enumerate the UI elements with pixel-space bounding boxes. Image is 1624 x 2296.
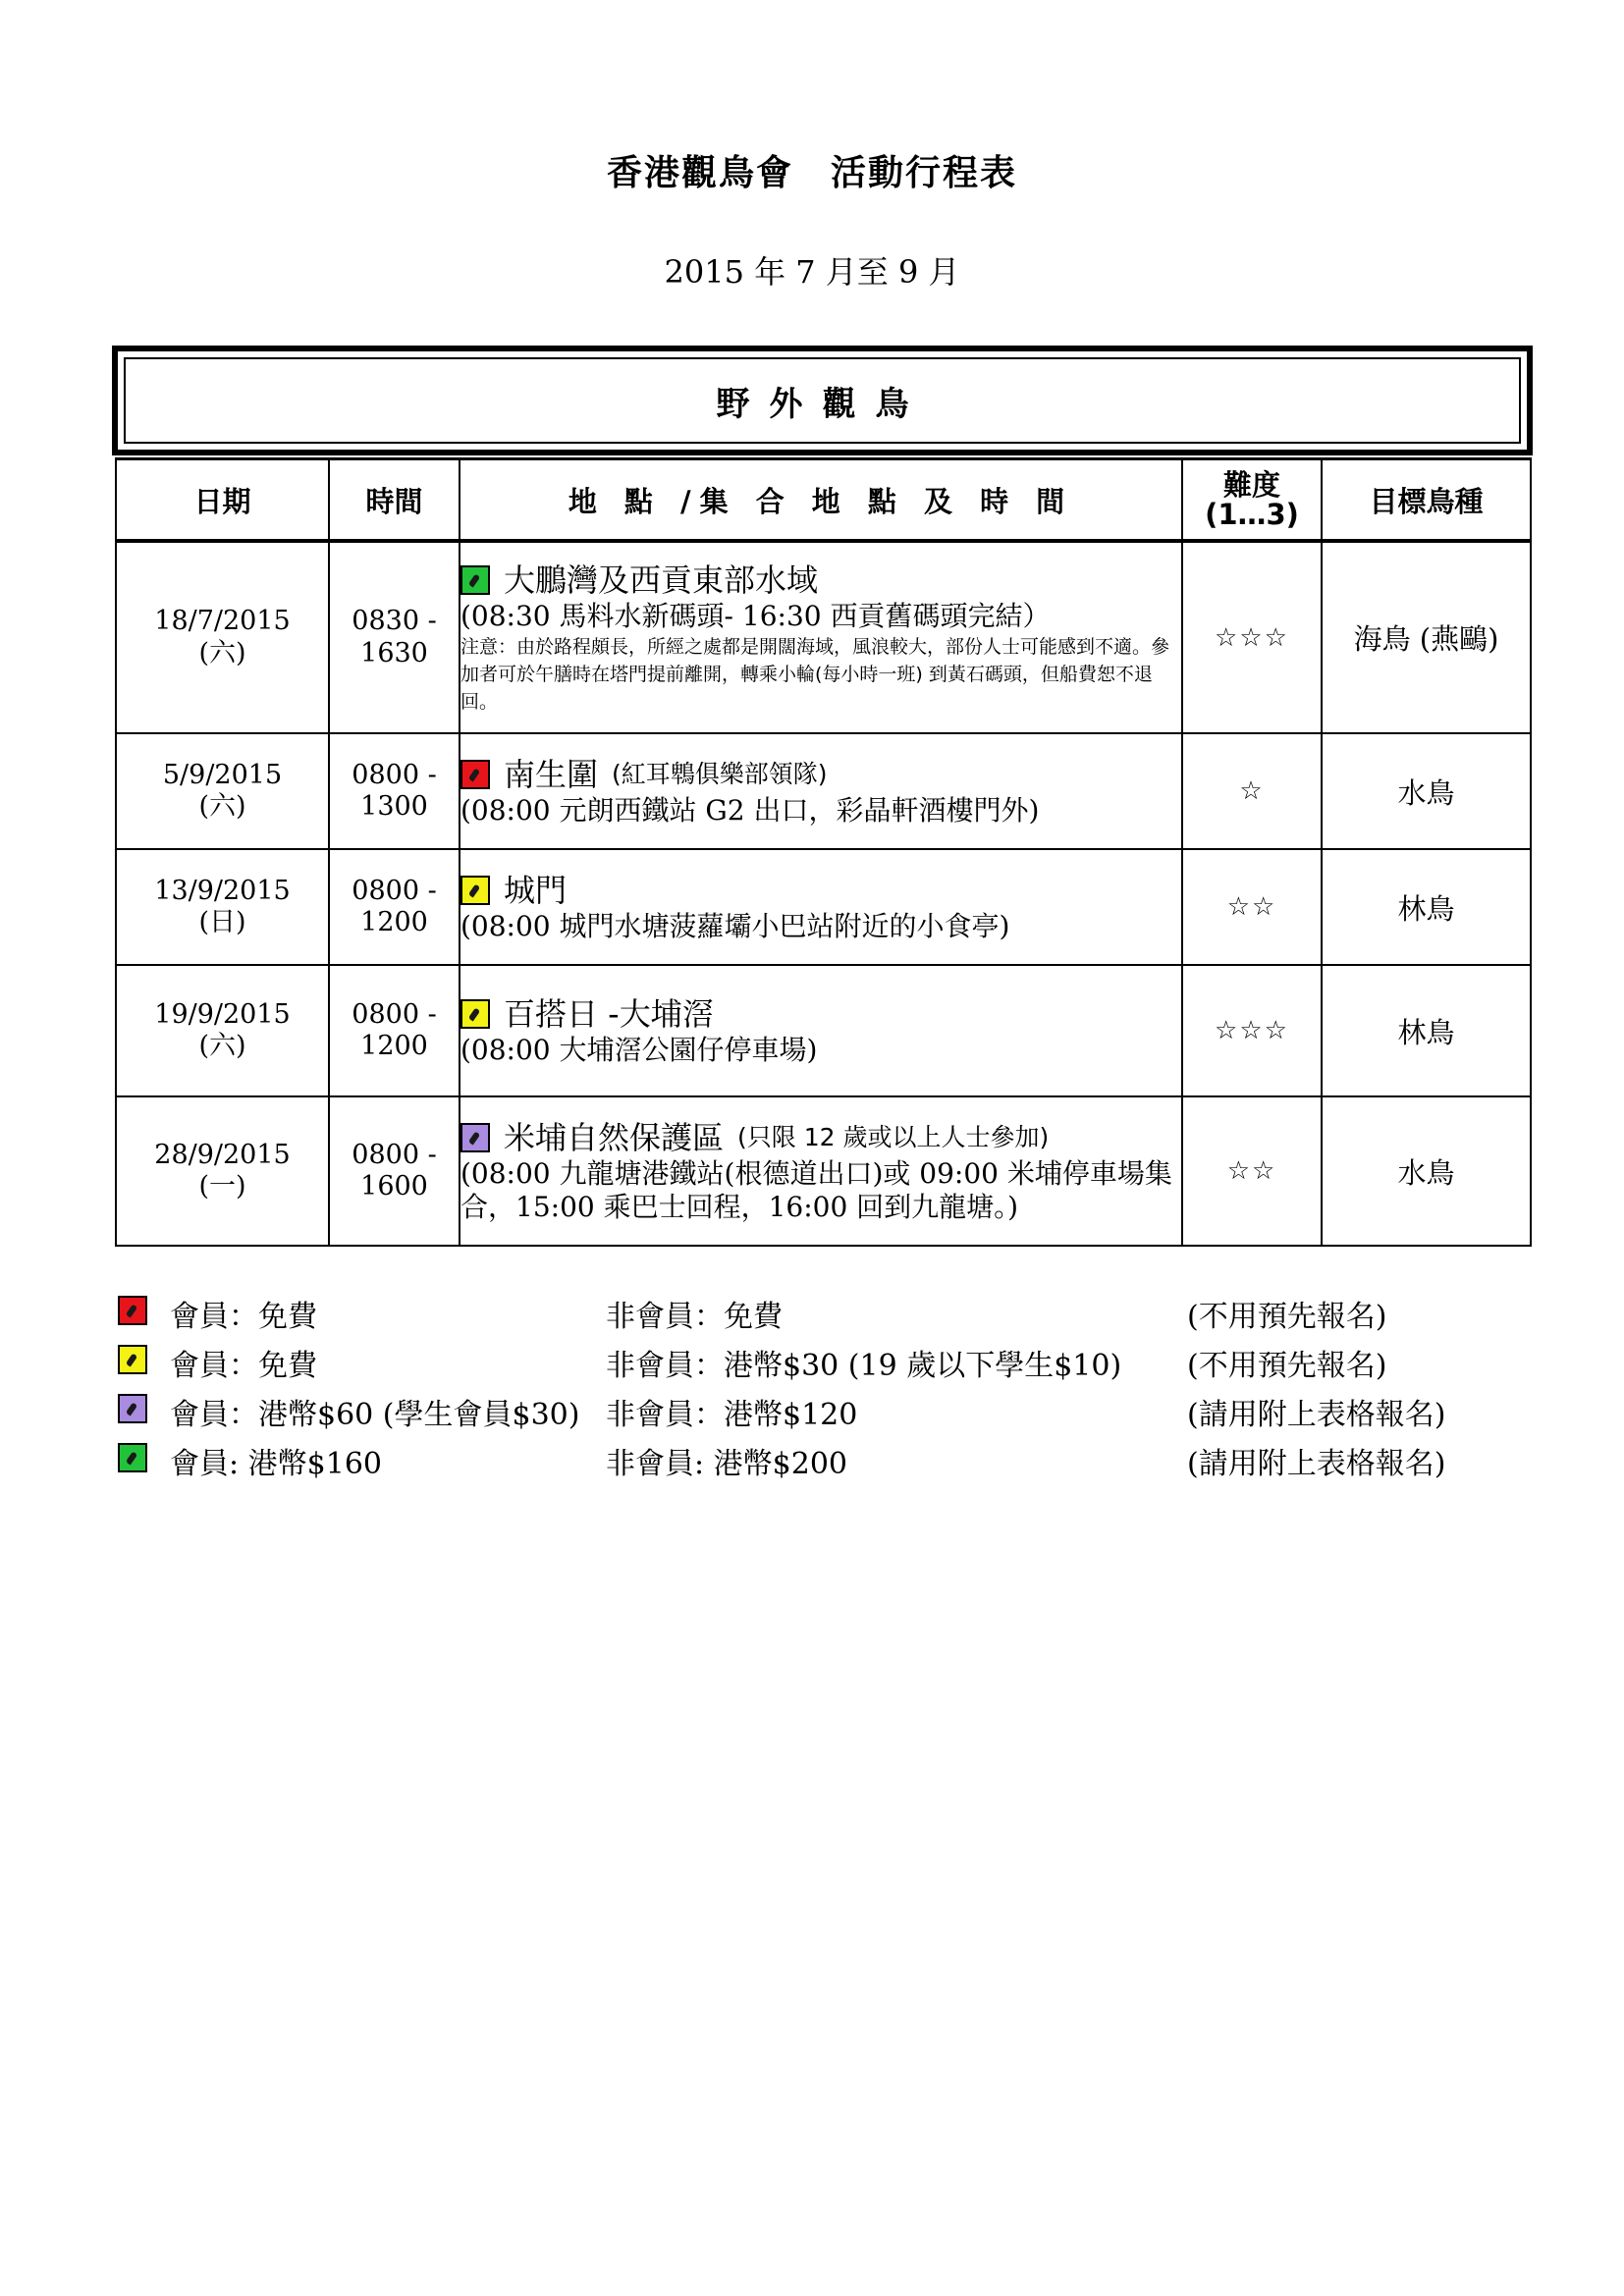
registration-note: (不用預先報名) (1187, 1349, 1387, 1383)
table-row (116, 1096, 1531, 1246)
nonmember-fee: 非會員：免費 (606, 1300, 783, 1334)
event-weekday: (日) (198, 907, 246, 937)
nonmember-fee: 非會員: 港幣$200 (606, 1447, 847, 1481)
registration-note: (請用附上表格報名) (1187, 1447, 1446, 1481)
bird-fee-icon (460, 565, 490, 595)
location-heading (460, 994, 1181, 1034)
location-cell (460, 541, 1182, 733)
table-row (116, 849, 1531, 965)
meeting-info: (08:00 九龍塘港鐵站(根德道出口)或 09:00 米埔停車場集合，15:00 乘巴士回程，16:00 回到九龍塘。) (460, 1157, 1172, 1223)
date-cell (116, 849, 329, 965)
time-start: 0800 - (352, 759, 437, 790)
location-heading (460, 561, 1181, 600)
table-header-row (116, 459, 1531, 542)
location-name: 百搭日 -大埔滘 (504, 995, 714, 1033)
registration-note: (請用附上表格報名) (1187, 1398, 1446, 1432)
date-cell (116, 965, 329, 1096)
registration-note: (不用預先報名) (1187, 1300, 1387, 1334)
schedule-table (115, 457, 1532, 1247)
location-cell (460, 1096, 1182, 1246)
time-cell (329, 733, 460, 849)
table-row (116, 733, 1531, 849)
legend-row (115, 1386, 1548, 1435)
event-weekday: (六) (198, 637, 246, 668)
warning-note: 注意：由於路程頗長，所經之處都是開闊海域，風浪較大，部份人士可能感到不適。參加者可於午膳時在塔門提前離開，轉乘小輪(每小時一班) 到黃石碼頭，但船費恕不退回。 (460, 635, 1170, 713)
event-weekday: (一) (198, 1171, 246, 1201)
legend-row (115, 1337, 1548, 1386)
member-fee: 會員：港幣$60 (學生會員$30) (170, 1398, 580, 1432)
member-fee: 會員: 港幣$160 (170, 1447, 382, 1481)
target-species: 林鳥 (1322, 849, 1531, 965)
difficulty-rating: ☆☆☆ (1182, 965, 1322, 1096)
col-header-time: 時間 (329, 459, 460, 542)
date-cell (116, 1096, 329, 1246)
event-date: 13/9/2015 (154, 875, 291, 906)
page-title: 香港觀鳥會 活動行程表 (606, 153, 1017, 193)
legend-row (115, 1435, 1548, 1484)
time-cell (329, 849, 460, 965)
time-start: 0800 - (352, 875, 437, 906)
location-name: 大鵬灣及西貢東部水域 (504, 561, 819, 599)
location-heading (460, 755, 1181, 794)
event-weekday: (六) (198, 791, 246, 822)
location-cell (460, 965, 1182, 1096)
col-header-location: 地 點 /集 合 地 點 及 時 間 (460, 459, 1182, 542)
time-cell (329, 541, 460, 733)
bird-fee-icon (460, 999, 490, 1029)
col-header-date: 日期 (116, 459, 329, 542)
location-cell (460, 849, 1182, 965)
target-species: 水鳥 (1322, 1096, 1531, 1246)
event-date: 18/7/2015 (154, 606, 291, 637)
bird-fee-icon (460, 876, 490, 905)
time-start: 0800 - (352, 1139, 437, 1170)
section-header-box (112, 346, 1533, 455)
time-start: 0830 - (352, 606, 437, 637)
event-date: 5/9/2015 (162, 759, 283, 790)
meeting-info: (08:00 城門水塘菠蘿壩小巴站附近的小食亭) (460, 910, 1010, 942)
location-cell (460, 733, 1182, 849)
location-heading (460, 871, 1181, 910)
nonmember-fee: 非會員：港幣$30 (19 歲以下學生$10) (606, 1349, 1122, 1383)
bird-fee-icon (118, 1443, 147, 1472)
difficulty-rating: ☆☆ (1182, 1096, 1322, 1246)
location-name: 城門 (504, 872, 568, 909)
section-title: 野外觀鳥 (124, 357, 1521, 444)
col-header-species: 目標鳥種 (1322, 459, 1531, 542)
time-end: 1600 (360, 1171, 428, 1201)
difficulty-rating: ☆ (1182, 733, 1322, 849)
date-cell (116, 541, 329, 733)
time-end: 1300 (360, 791, 428, 822)
event-date: 19/9/2015 (154, 998, 291, 1030)
difficulty-rating: ☆☆ (1182, 849, 1322, 965)
time-end: 1200 (360, 907, 428, 937)
time-cell (329, 1096, 460, 1246)
location-note: (紅耳鵯俱樂部領隊) (612, 760, 828, 788)
time-end: 1630 (360, 637, 428, 668)
meeting-info: (08:00 大埔滘公園仔停車場) (460, 1034, 818, 1066)
target-species: 林鳥 (1322, 965, 1531, 1096)
time-end: 1200 (360, 1031, 428, 1061)
meeting-info: (08:00 元朗西鐵站 G2 出口，彩晶軒酒樓門外) (460, 794, 1040, 827)
target-species: 海鳥 (燕鷗) (1322, 541, 1531, 733)
table-row (116, 541, 1531, 733)
location-name: 南生圍 (504, 756, 599, 793)
bird-fee-icon (460, 1123, 490, 1152)
bird-fee-icon (118, 1296, 147, 1325)
bird-fee-icon (460, 760, 490, 789)
legend-row (115, 1288, 1548, 1337)
member-fee: 會員：免費 (170, 1300, 317, 1334)
event-date: 28/9/2015 (154, 1139, 291, 1170)
event-weekday: (六) (198, 1031, 246, 1061)
time-cell (329, 965, 460, 1096)
difficulty-scale: (1…3) (1205, 498, 1299, 531)
bird-fee-icon (118, 1394, 147, 1423)
location-heading (460, 1118, 1181, 1157)
date-cell (116, 733, 329, 849)
difficulty-rating: ☆☆☆ (1182, 541, 1322, 733)
table-row (116, 965, 1531, 1096)
time-start: 0800 - (352, 998, 437, 1030)
schedule-period: 2015 年 7 月至 9 月 (664, 253, 960, 291)
member-fee: 會員：免費 (170, 1349, 317, 1383)
nonmember-fee: 非會員：港幣$120 (606, 1398, 858, 1432)
location-name: 米埔自然保護區 (504, 1119, 725, 1156)
bird-fee-icon (118, 1345, 147, 1374)
location-note: (只限 12 歲或以上人士參加) (737, 1123, 1050, 1151)
target-species: 水鳥 (1322, 733, 1531, 849)
fee-legend (115, 1288, 1548, 1484)
difficulty-label: 難度 (1222, 467, 1280, 502)
meeting-info: (08:30 馬料水新碼頭- 16:30 西貢舊碼頭完結） (460, 599, 1051, 632)
col-header-difficulty (1182, 459, 1322, 542)
